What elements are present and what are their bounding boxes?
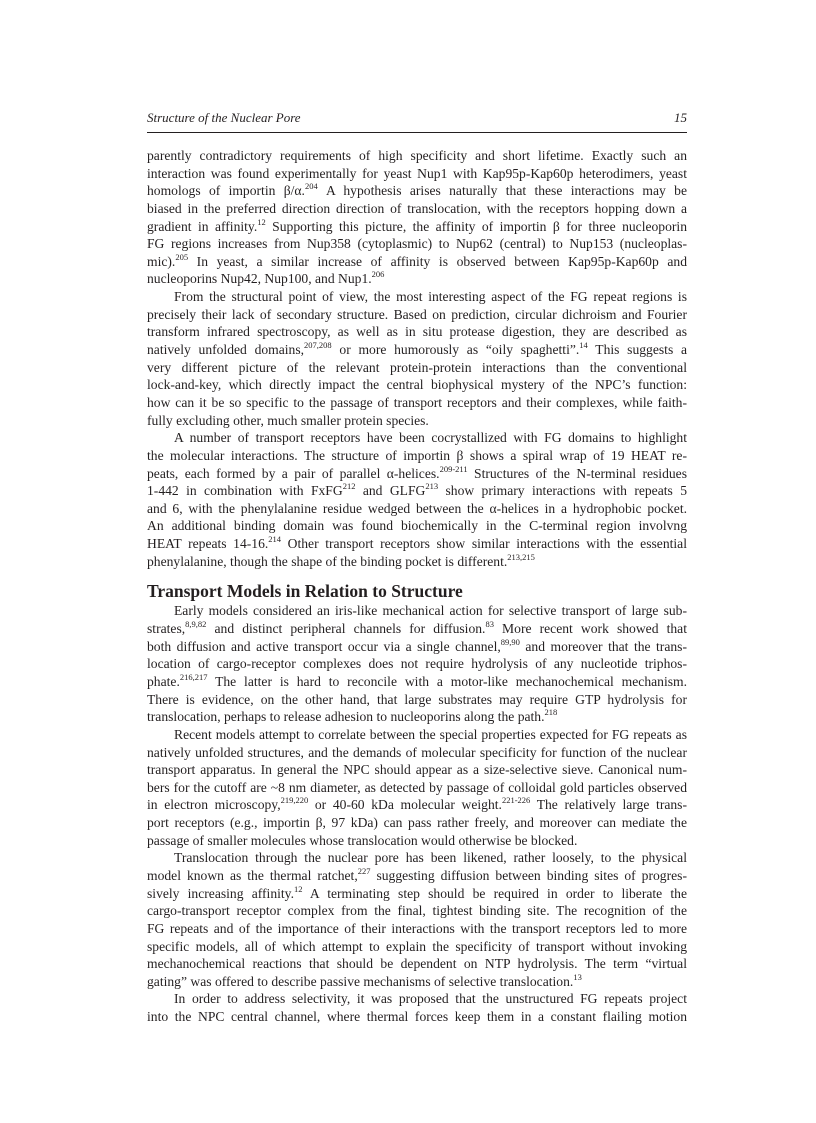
citation-superscript: 221-226: [501, 795, 531, 806]
text-line: gating” was offered to describe passive mechanisms of selective translocation.$^{13}$: [147, 971, 582, 989]
text-line: specific models, all of which attempt to explain the specificity of transport without invoking: [147, 938, 687, 954]
paragraph: [147, 849, 687, 990]
citation-superscript: 218: [544, 707, 558, 718]
text-line: bers for the cutoff are ~8 nm diameter, as detected by passage of colloidal gold particles observed: [147, 779, 687, 795]
text-line: and 6, with the phenylalanine residue wedged between the α-helices in a hydrophobic pocket.: [147, 500, 687, 516]
text-line: Recent models attempt to correlate between the special properties expected for FG repeats as: [174, 726, 687, 742]
text-line: translocation, perhaps to release adhesion to nucleoporins along the path.$^{218}$: [147, 707, 558, 725]
text-line: very different picture of the relevant protein-protein interactions than the conventional: [147, 359, 687, 375]
text-line: nucleoporins Nup42, Nup100, and Nup1.$^{206}$: [147, 269, 385, 287]
text-line: Translocation through the nuclear pore has been likened, rather loosely, to the physical: [174, 850, 687, 866]
text-line: how can it be so specific to the passage of transport receptors and their complexes, while faith-: [147, 394, 687, 410]
citation-superscript: 12: [257, 216, 266, 227]
text-line: Early models considered an iris-like mechanical action for selective transport of large sub-: [174, 603, 687, 619]
text-line: sively increasing affinity.$^{12}$ A terminating step should be required in order to liberate the: [147, 883, 687, 901]
text-line: both diffusion and active transport occur via a single channel,$^{89,90}$ and moreover that the trans-: [147, 636, 687, 654]
citation-superscript: 206: [371, 269, 385, 280]
text-line: An additional binding domain was found biochemically in the C-terminal region involvng: [147, 518, 687, 534]
paragraph: [147, 288, 687, 429]
paragraph: [147, 726, 687, 849]
text-line: passage of smaller molecules whose translocation would otherwise be blocked.: [147, 832, 578, 848]
text-line: transport apparatus. In general the NPC should appear as a size-selective sieve. Canonical num-: [147, 762, 687, 778]
paragraph: [147, 602, 687, 725]
text-line: lock-and-key, which directly impact the central biophysical mystery of the NPC’s function:: [147, 377, 687, 393]
text-line: parently contradictory requirements of high specificity and short lifetime. Exactly such an: [147, 148, 687, 163]
paragraph: [147, 429, 687, 570]
text-line: FG regions increases from Nup358 (cytoplasmic) to Nup62 (central) to Nup153 (nucleoplas-: [147, 236, 687, 252]
citation-superscript: 83: [485, 619, 494, 630]
text-line: gradient in affinity.$^{12}$ Supporting this picture, the affinity of importin β for three nucleoporin: [147, 216, 687, 234]
text-line: model known as the thermal ratchet,$^{227}$ suggesting diffusion between binding sites of progres-: [147, 865, 687, 883]
citation-superscript: 13: [573, 971, 582, 982]
text-line: 1-442 in combination with FxFG$^{212}$ and GLFG$^{213}$ show primary interactions with repeats 5: [147, 481, 687, 499]
text-line: mic).$^{205}$ In yeast, a similar increase of affinity is observed between Kap95p-Kap60p and: [147, 251, 687, 269]
text-line: phenylalanine, though the shape of the binding pocket is different.$^{213,215}$: [147, 551, 535, 569]
text-line: From the structural point of view, the most interesting aspect of the FG repeat regions is: [174, 289, 687, 305]
paragraph: [147, 147, 687, 288]
body-text: [147, 147, 687, 1026]
text-line: location of cargo-receptor complexes does not require hydrolysis of any nucleotide triphos-: [147, 656, 687, 672]
running-title: Structure of the Nuclear Pore: [147, 110, 301, 125]
citation-superscript: 14: [579, 340, 588, 351]
text-line: natively unfolded domains,$^{207,208}$ or more humorously as “oily spaghetti”.$^{14}$ This suggests a: [147, 340, 688, 358]
citation-superscript: 213,215: [507, 551, 535, 562]
text-line: HEAT repeats 14-16.$^{214}$ Other transport receptors show similar interactions with the essential: [147, 534, 687, 552]
citation-superscript: 205: [175, 251, 189, 262]
text-line: phate.$^{216,217}$ The latter is hard to reconcile with a motor-like mechanochemical mechanism.: [147, 671, 687, 689]
text-line: into the NPC central channel, where thermal forces keep them in a constant flailing motion: [147, 1009, 687, 1025]
text-line: the molecular interactions. The structure of importin β shows a spiral wrap of 19 HEAT re-: [147, 447, 687, 463]
text-line: transform infrared spectroscopy, as well as in situ protease digestion, they are described as: [147, 324, 687, 340]
section-heading: Transport Models in Relation to Structure: [147, 581, 463, 602]
citation-superscript: 219,220: [280, 795, 309, 806]
citation-superscript: 12: [294, 883, 303, 894]
text-line: There is evidence, on the other hand, that large substrates may require GTP hydrolysis for: [147, 691, 687, 707]
citation-superscript: 214: [268, 534, 282, 545]
text-line: peats, each formed by a pair of parallel α-helices.$^{209-211}$ Structures of the N-terminal residues: [147, 463, 687, 481]
page-number: 15: [674, 110, 687, 125]
text-line: strates,$^{8,9,82}$ and distinct peripheral channels for diffusion.$^{83}$ More recent work showed that: [147, 619, 687, 637]
text-line: fully excluding other, much smaller protein species.: [147, 412, 429, 428]
text-line: homologs of importin β/α.$^{204}$ A hypothesis arises naturally that these interactions may be: [147, 181, 687, 199]
citation-superscript: 204: [304, 181, 318, 192]
text-line: mechanochemical reactions that should be dependent on NTP hydrolysis. The term “virtual: [147, 956, 687, 972]
text-line: In order to address selectivity, it was proposed that the unstructured FG repeats project: [174, 991, 687, 1007]
paragraph: [147, 990, 687, 1025]
citation-superscript: 212: [342, 481, 356, 492]
citation-superscript: 8,9,82: [185, 619, 207, 630]
text-line: port receptors (e.g., importin β, 97 kDa) can pass rather freely, and moreover can mediate the: [147, 815, 687, 831]
citation-superscript: 227: [357, 865, 371, 876]
text-line: precisely their lack of secondary structure. Based on prediction, circular dichroism and Fourier: [147, 306, 687, 322]
text-line: biased in the preferred direction direction of translocation, with the receptors hopping down a: [147, 200, 687, 216]
text-line: A number of transport receptors have been cocrystallized with FG domains to highlight: [174, 430, 687, 446]
text-line: natively unfolded structures, and the demands of molecular specificity for function of the nuclear: [147, 744, 687, 760]
text-line: interaction was found experimentally for yeast Nup1 with Kap95p-Kap60p heterodimers, yeast: [147, 165, 687, 181]
running-header: [147, 108, 687, 133]
citation-superscript: 213: [425, 481, 439, 492]
citation-superscript: 89,90: [500, 636, 520, 647]
text-line: FG repeats and of the importance of their interactions with the transport receptors led to more: [147, 920, 687, 936]
citation-superscript: 216,217: [179, 671, 208, 682]
citation-superscript: 207,208: [304, 340, 332, 351]
text-line: cargo-transport receptor complex from the final, tightest binding site. The recognition of the: [147, 903, 687, 919]
text-line: in electron microscopy,$^{219,220}$ or 40-60 kDa molecular weight.$^{221-226}$ The relatively large trans-: [147, 795, 687, 813]
citation-superscript: 209-211: [439, 463, 468, 474]
